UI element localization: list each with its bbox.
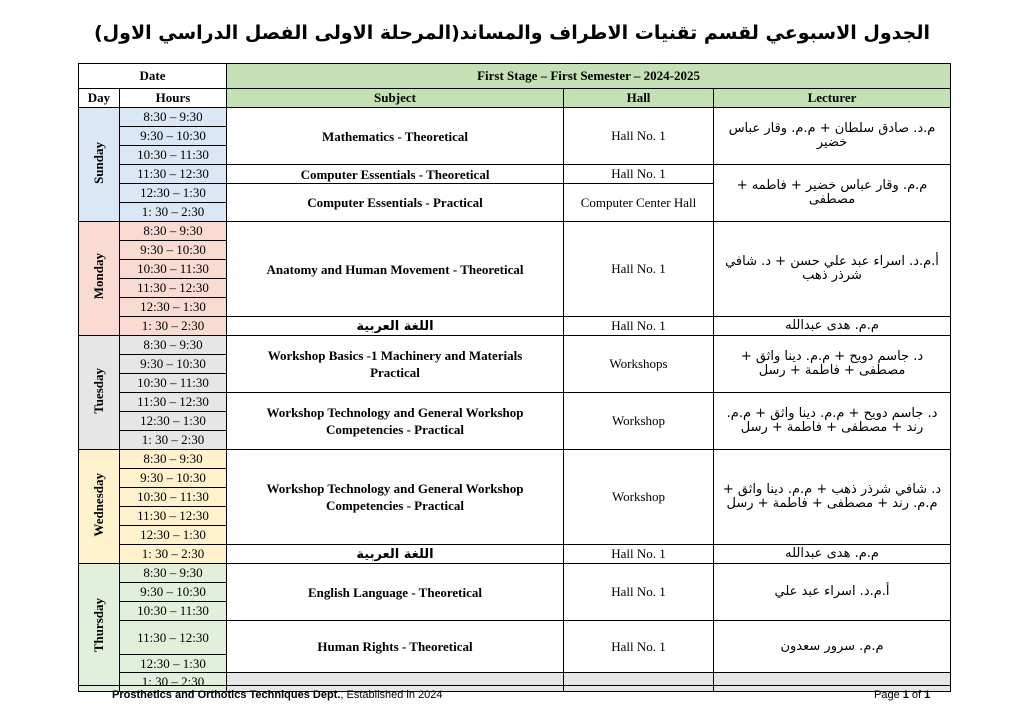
lecturer-cell: م.د. صادق سلطان + م.م. وقار عباس خضير	[714, 108, 951, 165]
hour-cell: 10:30 – 11:30	[120, 260, 227, 279]
subject-type: - Theoretical	[394, 128, 469, 144]
subject-cell	[227, 184, 564, 222]
hour-cell: 9:30 – 10:30	[120, 355, 227, 374]
hour-cell: 1: 30 – 2:30	[120, 203, 227, 222]
page-label: Page	[874, 689, 903, 701]
hall-cell: Hall No. 1	[564, 545, 714, 564]
subject-cell	[227, 165, 564, 184]
established-text: , Established in 2024	[340, 689, 443, 701]
hour-cell: 11:30 – 12:30	[120, 507, 227, 526]
subject-name: Computer Essentials	[307, 195, 423, 210]
hall-cell: Hall No. 1	[564, 165, 714, 184]
lecturer-cell: د. جاسم دويح + م.م. دينا واثق + م.م. رند + مصطفى + فاطمة + رسل	[714, 393, 951, 450]
hour-cell: 9:30 – 10:30	[120, 127, 227, 146]
day-label: Tuesday	[91, 367, 106, 414]
hour-cell: 8:30 – 9:30	[120, 222, 227, 241]
subject-name: English Language	[308, 584, 409, 600]
footer-department	[112, 689, 443, 701]
subject-cell	[227, 564, 564, 621]
hour-cell: 11:30 – 12:30	[120, 165, 227, 184]
subject-cell	[227, 222, 564, 317]
subject-type: - Theoretical	[415, 166, 490, 182]
day-column-header: Day	[79, 89, 120, 108]
subject-cell	[227, 393, 564, 450]
hour-cell: 10:30 – 11:30	[120, 488, 227, 507]
footer-divider	[78, 685, 950, 686]
day-cell-wednesday	[79, 450, 120, 564]
day-label: Sunday	[91, 141, 106, 184]
subject-type: - Practical	[422, 195, 483, 210]
day-label: Wednesday	[91, 472, 106, 537]
hour-cell: 1: 30 – 2:30	[120, 673, 227, 692]
hall-column-header: Hall	[564, 89, 714, 108]
hall-cell: Workshop	[564, 450, 714, 545]
subject-type: Practical	[370, 365, 420, 380]
subject-cell-arabic: اللغة العربية	[227, 317, 564, 336]
subject-name: Human Rights	[317, 639, 399, 654]
day-label: Thursday	[91, 598, 106, 653]
hall-cell: Hall No. 1	[564, 621, 714, 673]
subject-cell	[227, 621, 564, 673]
day-cell-sunday	[79, 108, 120, 222]
subject-cell	[227, 450, 564, 545]
hour-cell: 10:30 – 11:30	[120, 602, 227, 621]
hall-cell: Hall No. 1	[564, 222, 714, 317]
hall-cell: Hall No. 1	[564, 564, 714, 621]
date-header: Date	[79, 64, 227, 89]
page-of: of	[908, 689, 925, 701]
hour-cell: 12:30 – 1:30	[120, 526, 227, 545]
hall-cell: Workshops	[564, 336, 714, 393]
subject-name: Anatomy and Human Movement	[266, 261, 450, 277]
stage-header: First Stage – First Semester – 2024-2025	[227, 64, 951, 89]
day-cell-tuesday	[79, 336, 120, 450]
hour-cell: 9:30 – 10:30	[120, 469, 227, 488]
hour-cell: 8:30 – 9:30	[120, 108, 227, 127]
lecturer-cell: د. جاسم دويح + م.م. دينا واثق + مصطفى + فاطمة + رسل	[714, 336, 951, 393]
hour-cell: 9:30 – 10:30	[120, 583, 227, 602]
day-label: Monday	[91, 253, 106, 300]
lecturer-cell: أ.م.د. اسراء عبد علي حسن + د. شافي شرذر ذهب	[714, 222, 951, 317]
lecturer-cell: د. شافي شرذر ذهب + م.م. دينا واثق + م.م. رند + مصطفى + فاطمة + رسل	[714, 450, 951, 545]
lecturer-cell: م.م. سرور سعدون	[714, 621, 951, 673]
subject-type: - Theoretical	[398, 639, 473, 654]
day-cell-monday	[79, 222, 120, 336]
subject-name: Workshop Technology and General Workshop Competencies	[266, 481, 524, 513]
hour-cell: 10:30 – 11:30	[120, 146, 227, 165]
lecturer-cell: م.م. وقار عباس خضير + فاطمه + مصطفى	[714, 165, 951, 222]
hall-cell: Hall No. 1	[564, 108, 714, 165]
subject-type: - Theoretical	[449, 261, 524, 277]
hall-cell: Hall No. 1	[564, 317, 714, 336]
hall-cell: Computer Center Hall	[564, 184, 714, 222]
subject-name: Workshop Technology and General Workshop Competencies	[266, 405, 524, 437]
subject-cell-arabic: اللغة العربية	[227, 545, 564, 564]
footer-page-number	[874, 689, 930, 701]
subject-type: - Practical	[403, 498, 464, 513]
subject-cell	[227, 108, 564, 165]
subject-column-header: Subject	[227, 89, 564, 108]
page-total: 1	[924, 689, 931, 701]
lecturer-cell: أ.م.د. اسراء عبد علي	[714, 564, 951, 621]
hour-cell: 12:30 – 1:30	[120, 412, 227, 431]
hour-cell: 10:30 – 11:30	[120, 374, 227, 393]
hour-cell: 12:30 – 1:30	[120, 298, 227, 317]
hours-column-header: Hours	[120, 89, 227, 108]
schedule-table	[78, 63, 951, 692]
hour-cell: 12:30 – 1:30	[120, 184, 227, 203]
subject-type: - Theoretical	[408, 584, 482, 600]
subject-name: Workshop Basics -1 Machinery and Materials	[267, 348, 523, 363]
hour-cell: 9:30 – 10:30	[120, 241, 227, 260]
hour-cell: 12:30 – 1:30	[120, 655, 227, 673]
lecturer-cell: م.م. هدى عبدالله	[714, 545, 951, 564]
hour-cell: 8:30 – 9:30	[120, 564, 227, 583]
hour-cell: 8:30 – 9:30	[120, 450, 227, 469]
hour-cell: 11:30 – 12:30	[120, 621, 227, 655]
hour-cell: 8:30 – 9:30	[120, 336, 227, 355]
lecturer-column-header: Lecturer	[714, 89, 951, 108]
page-title: الجدول الاسبوعي لقسم تقنيات الاطراف والمساند(المرحلة الاولى الفصل الدراسي الاول)	[94, 22, 930, 44]
subject-name: Computer Essentials	[300, 166, 416, 182]
hall-cell: Workshop	[564, 393, 714, 450]
subject-name: Mathematics	[321, 128, 395, 144]
hour-cell: 11:30 – 12:30	[120, 279, 227, 298]
lecturer-cell: م.م. هدى عبدالله	[714, 317, 951, 336]
hour-cell: 11:30 – 12:30	[120, 393, 227, 412]
department-name: Prosthetics and Orthotics Techniques Dept.	[112, 689, 341, 701]
day-cell-thursday	[79, 564, 120, 692]
page-num: 1	[902, 689, 909, 701]
empty-hall-cell	[564, 673, 714, 692]
hour-cell: 1: 30 – 2:30	[120, 545, 227, 564]
subject-cell	[227, 336, 564, 393]
hour-cell: 1: 30 – 2:30	[120, 431, 227, 450]
hour-cell: 1: 30 – 2:30	[120, 317, 227, 336]
subject-type: - Practical	[403, 422, 464, 437]
